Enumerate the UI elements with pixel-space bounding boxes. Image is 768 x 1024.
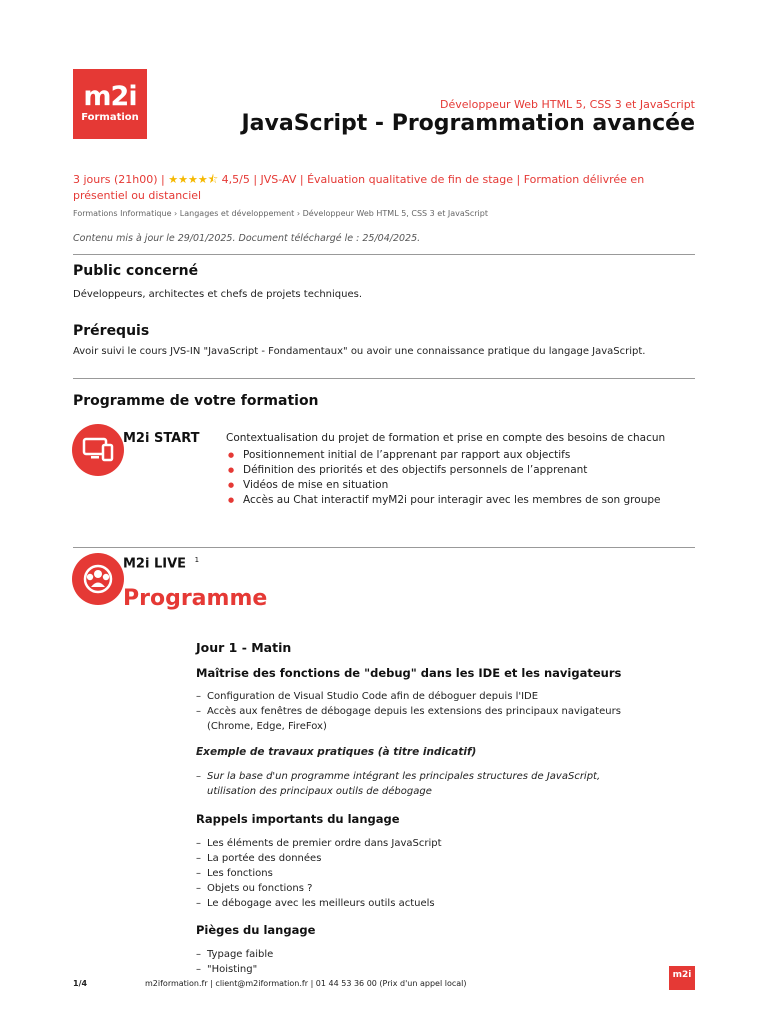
pieges-list [196,947,273,977]
list-item: – La portée des données [196,851,442,866]
start-title: M2i START [123,431,200,446]
list-item: ● Accès au Chat interactif myM2i pour interagir avec les membres de son groupe [228,493,660,508]
list-item: – Sur la base d'un programme intégrant les principales structures de JavaScript, [196,769,600,784]
live-title [123,556,199,571]
list-item: – Les fonctions [196,866,442,881]
debug-list [196,689,621,719]
list-item: – Les éléments de premier ordre dans JavaScript [196,836,442,851]
start-intro: Contextualisation du projet de formation et prise en compte des besoins de chacun [226,432,666,444]
programme-heading: Programme de votre formation [73,393,319,409]
list-item: ● Vidéos de mise en situation [228,478,660,493]
prereq-text: Avoir suivi le cours JVS-IN "JavaScript - Fondamentaux" ou avoir une connaissance pratique du langage JavaScript. [73,346,646,357]
brand-logo-word: Formation [81,112,139,123]
course-duration: 3 jours (21h00) | [73,173,165,186]
divider [73,378,695,379]
page-title: JavaScript - Programmation avancée [241,111,695,136]
public-text: Développeurs, architectes et chefs de projets techniques. [73,289,363,300]
course-rating: 4,5/5 [221,173,250,186]
breadcrumb[interactable]: Formations Informatique › Langages et développement › Développeur Web HTML 5, CSS 3 et JavaScript [73,209,488,218]
list-item: – Typage faible [196,947,273,962]
programme-title: Programme [123,586,268,611]
list-item-continuation: (Chrome, Edge, FireFox) [207,721,327,732]
course-meta [73,172,653,204]
list-item: – Le débogage avec les meilleurs outils actuels [196,896,442,911]
list-item: – Accès aux fenêtres de débogage depuis les extensions des principaux navigateurs [196,704,621,719]
footer-logo: m2i [669,966,695,990]
start-list [228,448,660,508]
divider [73,547,695,548]
footnote-marker: 1 [194,556,200,564]
brand-logo-mark: m2i [83,81,137,112]
section-heading-rappels: Rappels importants du langage [196,812,400,826]
divider [73,254,695,255]
rating-stars-icon: ★★★★⯪ [168,173,219,186]
rappels-list [196,836,442,911]
list-item: ● Définition des priorités et des objectifs personnels de l’apprenant [228,463,660,478]
devices-icon [72,424,124,476]
list-item: – "Hoisting" [196,962,273,977]
section-heading-debug: Maîtrise des fonctions de "debug" dans les IDE et les navigateurs [196,666,622,680]
group-icon [72,553,124,605]
tp-heading: Exemple de travaux pratiques (à titre indicatif) [196,746,477,758]
day-heading: Jour 1 - Matin [196,640,292,655]
section-heading-pieges: Pièges du langage [196,923,316,937]
course-meta-details: | JVS-AV | Évaluation qualitative de fin de stage | Formation délivrée en présentiel ou distanciel [73,173,645,202]
tp-list [196,769,600,784]
public-heading: Public concerné [73,263,199,279]
footer-contact[interactable]: m2iformation.fr | client@m2iformation.fr | 01 44 53 36 00 (Prix d'un appel local) [145,979,467,988]
list-item: ● Positionnement initial de l’apprenant par rapport aux objectifs [228,448,660,463]
live-title-text: M2i LIVE [123,556,187,572]
brand-logo [73,69,147,139]
list-item-continuation: utilisation des principaux outils de débogage [207,786,432,797]
course-category-link[interactable]: Développeur Web HTML 5, CSS 3 et JavaScript [440,98,695,111]
page-number: 1/4 [73,979,88,988]
prereq-heading: Prérequis [73,323,150,339]
list-item: – Configuration de Visual Studio Code afin de déboguer depuis l'IDE [196,689,621,704]
list-item: – Objets ou fonctions ? [196,881,442,896]
update-note: Contenu mis à jour le 29/01/2025. Document téléchargé le : 25/04/2025. [73,233,421,244]
